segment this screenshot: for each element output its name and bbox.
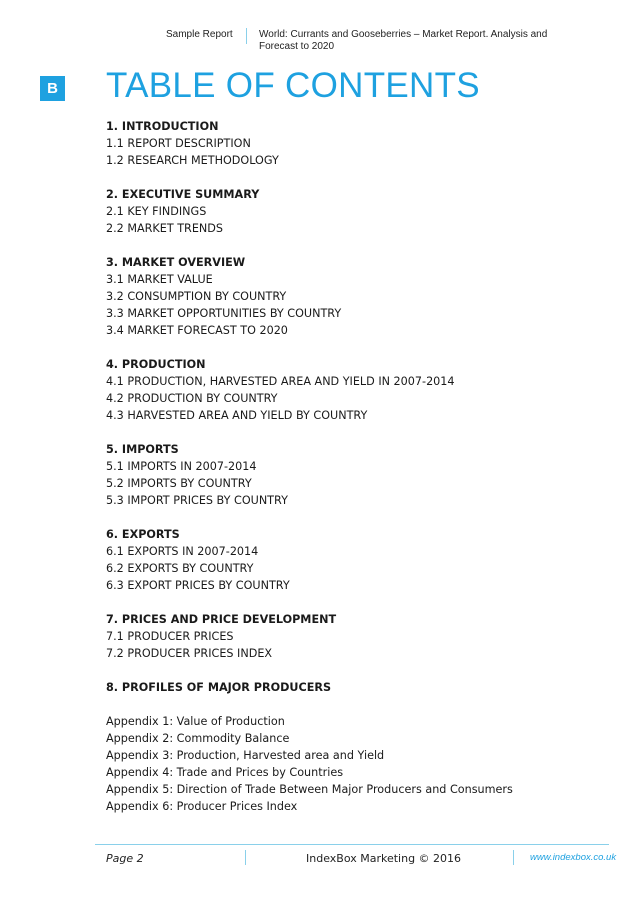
toc-section-heading[interactable]: 8. PROFILES OF MAJOR PRODUCERS (106, 681, 332, 694)
toc-section (106, 186, 606, 237)
toc-entry[interactable]: Appendix 5: Direction of Trade Between Major Producers and Consumers (106, 783, 513, 796)
toc-section (106, 611, 606, 662)
footer-page-number: Page 2 (106, 852, 144, 865)
toc-section (106, 441, 606, 509)
toc-section-heading[interactable]: 1. INTRODUCTION (106, 120, 219, 133)
toc-section (106, 254, 606, 339)
toc-entry[interactable]: 6.2 EXPORTS BY COUNTRY (106, 562, 254, 575)
header-report-title: World: Currants and Gooseberries – Market Report. Analysis and Forecast to 2020 (259, 29, 548, 52)
toc-entry[interactable]: 5.1 IMPORTS IN 2007-2014 (106, 460, 257, 473)
toc-section-heading[interactable]: 3. MARKET OVERVIEW (106, 256, 246, 269)
toc-entry[interactable]: 7.1 PRODUCER PRICES (106, 630, 234, 643)
toc-section-heading[interactable]: 5. IMPORTS (106, 443, 179, 456)
toc-entry[interactable]: Appendix 2: Commodity Balance (106, 732, 290, 745)
toc-entry[interactable]: 7.2 PRODUCER PRICES INDEX (106, 647, 273, 660)
toc-entry[interactable]: 4.2 PRODUCTION BY COUNTRY (106, 392, 278, 405)
toc-section-heading[interactable]: 4. PRODUCTION (106, 358, 206, 371)
brand-logo-icon: B (40, 76, 65, 101)
toc-section (106, 356, 606, 424)
toc-entry[interactable]: 3.1 MARKET VALUE (106, 273, 213, 286)
toc-entry[interactable]: Appendix 1: Value of Production (106, 715, 285, 728)
toc-section-heading[interactable]: 7. PRICES AND PRICE DEVELOPMENT (106, 613, 337, 626)
toc-entry[interactable]: 3.3 MARKET OPPORTUNITIES BY COUNTRY (106, 307, 342, 320)
header-divider (246, 28, 247, 44)
toc-entry[interactable]: 5.3 IMPORT PRICES BY COUNTRY (106, 494, 288, 507)
toc-entry[interactable]: 3.2 CONSUMPTION BY COUNTRY (106, 290, 287, 303)
toc-entry[interactable]: Appendix 6: Producer Prices Index (106, 800, 298, 813)
header-report-type: Sample Report (166, 29, 233, 40)
toc-section (106, 526, 606, 594)
toc-entry[interactable]: 6.3 EXPORT PRICES BY COUNTRY (106, 579, 290, 592)
toc-section-heading[interactable]: 6. EXPORTS (106, 528, 180, 541)
toc-entry[interactable]: 5.2 IMPORTS BY COUNTRY (106, 477, 252, 490)
toc-entry[interactable]: 3.4 MARKET FORECAST TO 2020 (106, 324, 288, 337)
toc-entry[interactable]: 6.1 EXPORTS IN 2007-2014 (106, 545, 259, 558)
footer-separator (513, 850, 514, 865)
toc-entry[interactable]: 1.2 RESEARCH METHODOLOGY (106, 154, 279, 167)
toc-entry[interactable]: 2.2 MARKET TRENDS (106, 222, 223, 235)
toc-entry[interactable]: 1.1 REPORT DESCRIPTION (106, 137, 251, 150)
footer-separator (245, 850, 246, 865)
footer-copyright: IndexBox Marketing © 2016 (306, 852, 462, 865)
footer-divider (95, 844, 609, 845)
toc-section (106, 679, 606, 696)
toc-section-heading[interactable]: 2. EXECUTIVE SUMMARY (106, 188, 260, 201)
toc-section (106, 713, 606, 815)
toc-entry[interactable]: 2.1 KEY FINDINGS (106, 205, 207, 218)
toc-section (106, 118, 606, 169)
toc-entry[interactable]: 4.3 HARVESTED AREA AND YIELD BY COUNTRY (106, 409, 368, 422)
page-title: TABLE OF CONTENTS (106, 66, 480, 105)
toc-entry[interactable]: 4.1 PRODUCTION, HARVESTED AREA AND YIELD IN 2007-2014 (106, 375, 455, 388)
toc-entry[interactable]: Appendix 4: Trade and Prices by Countries (106, 766, 344, 779)
table-of-contents (106, 118, 606, 832)
footer-website-link[interactable]: www.indexbox.co.uk (530, 852, 617, 863)
toc-entry[interactable]: Appendix 3: Production, Harvested area and Yield (106, 749, 385, 762)
